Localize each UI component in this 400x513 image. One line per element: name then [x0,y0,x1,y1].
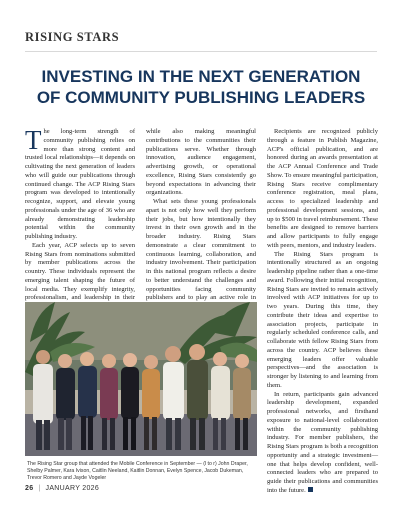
paragraph [25,125,135,242]
paragraph: Recipients are recognized publicly through a feature in Publish Magazine, ACP's official publication, and are honored during an awards presentation at the ACP Annual Conference and Trade Show. To ensure meaningful participation, Rising Stars receive complimentary conference registration, meal plans, access to specialized leadership and professional development sessions, and up to $500 in travel reimbursement. These benefits are designed to remove barriers and allow participants to fully engage with peers, mentors, and industry leaders. [267,128,378,249]
paragraph-text: In return, participants gain advanced leadership development, expanded professional networks, and firsthand exposure to national-level collaboration within the community publishing industry. For member publishers, the Rising Stars program is both a recognition opportunity and a strategic investment—one that helps develop confident, well-connected leaders who are prepared to guide their publications and communities into the future. [267,390,378,494]
drop-cap: T [25,125,42,155]
article-headline [25,66,377,108]
paragraph: What sets these young professionals apart is not only how well they perform their jobs, but how intentionally they invest in their own growth and in the broader industry. Rising Stars demonstrate a clear commitment to continuous learning, collaboration, and industry involvement. Their participation in this national program reflects a desire to better understand the challenges and opportunities facing community publishers and to play an active role in [146,198,256,302]
headline-line-1: INVESTING IN THE NEXT GENERATION [41,67,361,86]
paragraph: Each year, ACP selects up to seven Rising Stars from nominations submitted by member publications across the country. These individuals represent the emerging talent shaping the future of local media. They exemplify integrity, professionalism, and leadership in their [25,241,135,302]
group-photo-illustration [25,302,257,456]
footer-separator: | [38,485,41,492]
text-column-1 [25,125,135,312]
paragraph: while also making meaningful contributions to the communities their publications serve. Whether through innovation, audience engagement, advertising growth, or operational excellence, Rising Stars consistently go beyond expectations in advancing their organizations. [146,128,256,197]
photo-caption: The Rising Star group that attended the Mobile Conference in September — (l to r) John Draper, Shelby Palmer, Kara Ivison, Caitlin Neeland, Kaitlin Donnan, Evelyn Spence, Jacob Dukeman, Trevor Romero and Jayde Vogeler [27,461,248,481]
page-number: 26 [25,485,34,492]
text-column-3 [267,128,378,496]
paragraph [267,391,378,496]
headline-line-2: OF COMMUNITY PUBLISHING LEADERS [36,88,366,107]
paragraph-text: he long-term strength of community publishing relies on more than strong content and trusted local relationships—it depends on cultivating the next generation of leaders who will guide our publications through continued change. The ACP Rising Stars program was developed to intentionally recognize, support, and elevate young professionals under the age of 36 who are already demonstrating leadership potential within the community publishing industry. [25,128,135,240]
end-mark [308,487,313,492]
paragraph: The Rising Stars program is intentionally structured as an ongoing leadership pipeline rather than a one-time award. Following their initial recognition, Rising Stars are invited to remain actively involved with ACP initiatives for up to two years. During this time, they contribute their ideas and expertise to association projects, participate in regularly scheduled conference calls, and collaborate with fellow Rising Stars from across the country. ACP believes these emerging leaders offer valuable perspectives—and the association is stronger by listening to and learning from them. [267,250,378,389]
text-column-2 [146,128,256,312]
issue-date: JANUARY 2026 [45,485,100,492]
header-rule [25,51,377,52]
section-label: RISING STARS [25,30,120,44]
page-footer [25,485,99,492]
group-photo [25,302,257,456]
